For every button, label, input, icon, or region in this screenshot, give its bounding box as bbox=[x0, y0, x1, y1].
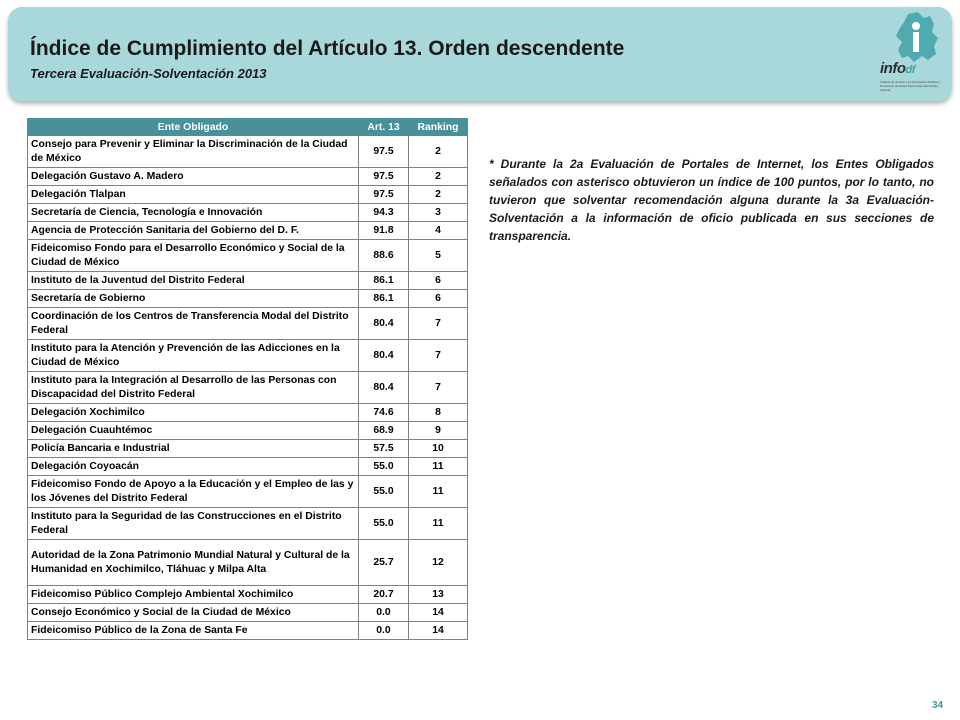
ranking-cell: 11 bbox=[409, 508, 468, 540]
art13-score-cell: 97.5 bbox=[359, 168, 409, 186]
entity-cell: Instituto para la Atención y Prevención de las Adicciones en la Ciudad de México bbox=[28, 340, 359, 372]
table-row bbox=[28, 308, 468, 340]
ranking-cell: 12 bbox=[409, 540, 468, 586]
entity-cell: Fideicomiso Público de la Zona de Santa Fe bbox=[28, 622, 359, 640]
table-row bbox=[28, 440, 468, 458]
ranking-cell: 11 bbox=[409, 458, 468, 476]
ranking-cell: 2 bbox=[409, 186, 468, 204]
entity-cell: Fideicomiso Fondo de Apoyo a la Educación y el Empleo de las y los Jóvenes del Distrito Federal bbox=[28, 476, 359, 508]
page-subtitle: Tercera Evaluación-Solventación 2013 bbox=[30, 66, 267, 81]
table-row bbox=[28, 404, 468, 422]
ranking-cell: 9 bbox=[409, 422, 468, 440]
table-row bbox=[28, 458, 468, 476]
entity-cell: Instituto de la Juventud del Distrito Federal bbox=[28, 272, 359, 290]
table-row bbox=[28, 272, 468, 290]
art13-score-cell: 97.5 bbox=[359, 136, 409, 168]
entity-cell: Fideicomiso Público Complejo Ambiental Xochimilco bbox=[28, 586, 359, 604]
page-title: Índice de Cumplimiento del Artículo 13. Orden descendente bbox=[30, 37, 625, 60]
table-row bbox=[28, 290, 468, 308]
art13-score-cell: 80.4 bbox=[359, 372, 409, 404]
entity-cell: Secretaría de Ciencia, Tecnología e Innovación bbox=[28, 204, 359, 222]
ranking-cell: 6 bbox=[409, 290, 468, 308]
art13-score-cell: 20.7 bbox=[359, 586, 409, 604]
ranking-cell: 10 bbox=[409, 440, 468, 458]
ranking-cell: 5 bbox=[409, 240, 468, 272]
entity-cell: Consejo para Prevenir y Eliminar la Discriminación de la Ciudad de México bbox=[28, 136, 359, 168]
art13-score-cell: 94.3 bbox=[359, 204, 409, 222]
table-row bbox=[28, 204, 468, 222]
ranking-cell: 2 bbox=[409, 136, 468, 168]
logo-wordmark: infodf bbox=[880, 60, 915, 77]
entity-cell: Delegación Coyoacán bbox=[28, 458, 359, 476]
ranking-cell: 7 bbox=[409, 308, 468, 340]
table-row bbox=[28, 586, 468, 604]
art13-score-cell: 57.5 bbox=[359, 440, 409, 458]
header-banner bbox=[8, 7, 952, 101]
art13-score-cell: 97.5 bbox=[359, 186, 409, 204]
table-row bbox=[28, 508, 468, 540]
entity-cell: Coordinación de los Centros de Transferencia Modal del Distrito Federal bbox=[28, 308, 359, 340]
infodf-logo bbox=[878, 10, 948, 100]
ranking-cell: 4 bbox=[409, 222, 468, 240]
art13-score-cell: 74.6 bbox=[359, 404, 409, 422]
table-row bbox=[28, 622, 468, 640]
art13-score-cell: 80.4 bbox=[359, 340, 409, 372]
entity-cell: Autoridad de la Zona Patrimonio Mundial Natural y Cultural de la Humanidad en Xochimilco, Tláhuac y Milpa Alta bbox=[28, 540, 359, 586]
ranking-cell: 2 bbox=[409, 168, 468, 186]
ranking-cell: 14 bbox=[409, 622, 468, 640]
ranking-cell: 13 bbox=[409, 586, 468, 604]
ranking-cell: 7 bbox=[409, 372, 468, 404]
entity-cell: Delegación Xochimilco bbox=[28, 404, 359, 422]
ranking-table bbox=[27, 118, 468, 640]
art13-score-cell: 55.0 bbox=[359, 508, 409, 540]
ranking-cell: 14 bbox=[409, 604, 468, 622]
entity-cell: Agencia de Protección Sanitaria del Gobierno del D. F. bbox=[28, 222, 359, 240]
table-row bbox=[28, 222, 468, 240]
column-header-ranking: Ranking bbox=[409, 119, 468, 136]
art13-score-cell: 80.4 bbox=[359, 308, 409, 340]
table-row bbox=[28, 604, 468, 622]
art13-score-cell: 55.0 bbox=[359, 458, 409, 476]
table-header-row bbox=[28, 119, 468, 136]
table-row bbox=[28, 372, 468, 404]
table-row bbox=[28, 168, 468, 186]
entity-cell: Instituto para la Seguridad de las Construcciones en el Distrito Federal bbox=[28, 508, 359, 540]
table-row bbox=[28, 476, 468, 508]
entity-cell: Policía Bancaria e Industrial bbox=[28, 440, 359, 458]
ranking-cell: 11 bbox=[409, 476, 468, 508]
art13-score-cell: 86.1 bbox=[359, 272, 409, 290]
column-header-art13: Art. 13 bbox=[359, 119, 409, 136]
art13-score-cell: 86.1 bbox=[359, 290, 409, 308]
art13-score-cell: 0.0 bbox=[359, 604, 409, 622]
art13-score-cell: 25.7 bbox=[359, 540, 409, 586]
entity-cell: Fideicomiso Fondo para el Desarrollo Económico y Social de la Ciudad de México bbox=[28, 240, 359, 272]
art13-score-cell: 88.6 bbox=[359, 240, 409, 272]
entity-cell: Instituto para la Integración al Desarrollo de las Personas con Discapacidad del Distrito Federal bbox=[28, 372, 359, 404]
art13-score-cell: 91.8 bbox=[359, 222, 409, 240]
table-row bbox=[28, 186, 468, 204]
ranking-cell: 7 bbox=[409, 340, 468, 372]
entity-cell: Delegación Cuauhtémoc bbox=[28, 422, 359, 440]
table-body bbox=[28, 136, 468, 640]
entity-cell: Secretaría de Gobierno bbox=[28, 290, 359, 308]
ranking-cell: 6 bbox=[409, 272, 468, 290]
footnote-text: * Durante la 2a Evaluación de Portales de Internet, los Entes Obligados señalados con asterisco obtuvieron un índice de 100 puntos, por lo tanto, no tuvieron que solventar recomendación alguna durante la 3a Evaluación-Solventación a la información de oficio publicada en sus secciones de transparencia. bbox=[489, 157, 934, 243]
art13-score-cell: 0.0 bbox=[359, 622, 409, 640]
table-row bbox=[28, 540, 468, 586]
table-row bbox=[28, 136, 468, 168]
entity-cell: Delegación Gustavo A. Madero bbox=[28, 168, 359, 186]
logo-caption: Instituto de Acceso a la Información Pública y Protección de Datos Personales del Distrito Federal bbox=[880, 80, 941, 92]
art13-score-cell: 55.0 bbox=[359, 476, 409, 508]
column-header-entity: Ente Obligado bbox=[28, 119, 359, 136]
table-row bbox=[28, 340, 468, 372]
ranking-cell: 3 bbox=[409, 204, 468, 222]
entity-cell: Delegación Tlalpan bbox=[28, 186, 359, 204]
table-row bbox=[28, 240, 468, 272]
page-number: 34 bbox=[932, 700, 944, 711]
art13-score-cell: 68.9 bbox=[359, 422, 409, 440]
table-row bbox=[28, 422, 468, 440]
ranking-cell: 8 bbox=[409, 404, 468, 422]
entity-cell: Consejo Económico y Social de la Ciudad de México bbox=[28, 604, 359, 622]
